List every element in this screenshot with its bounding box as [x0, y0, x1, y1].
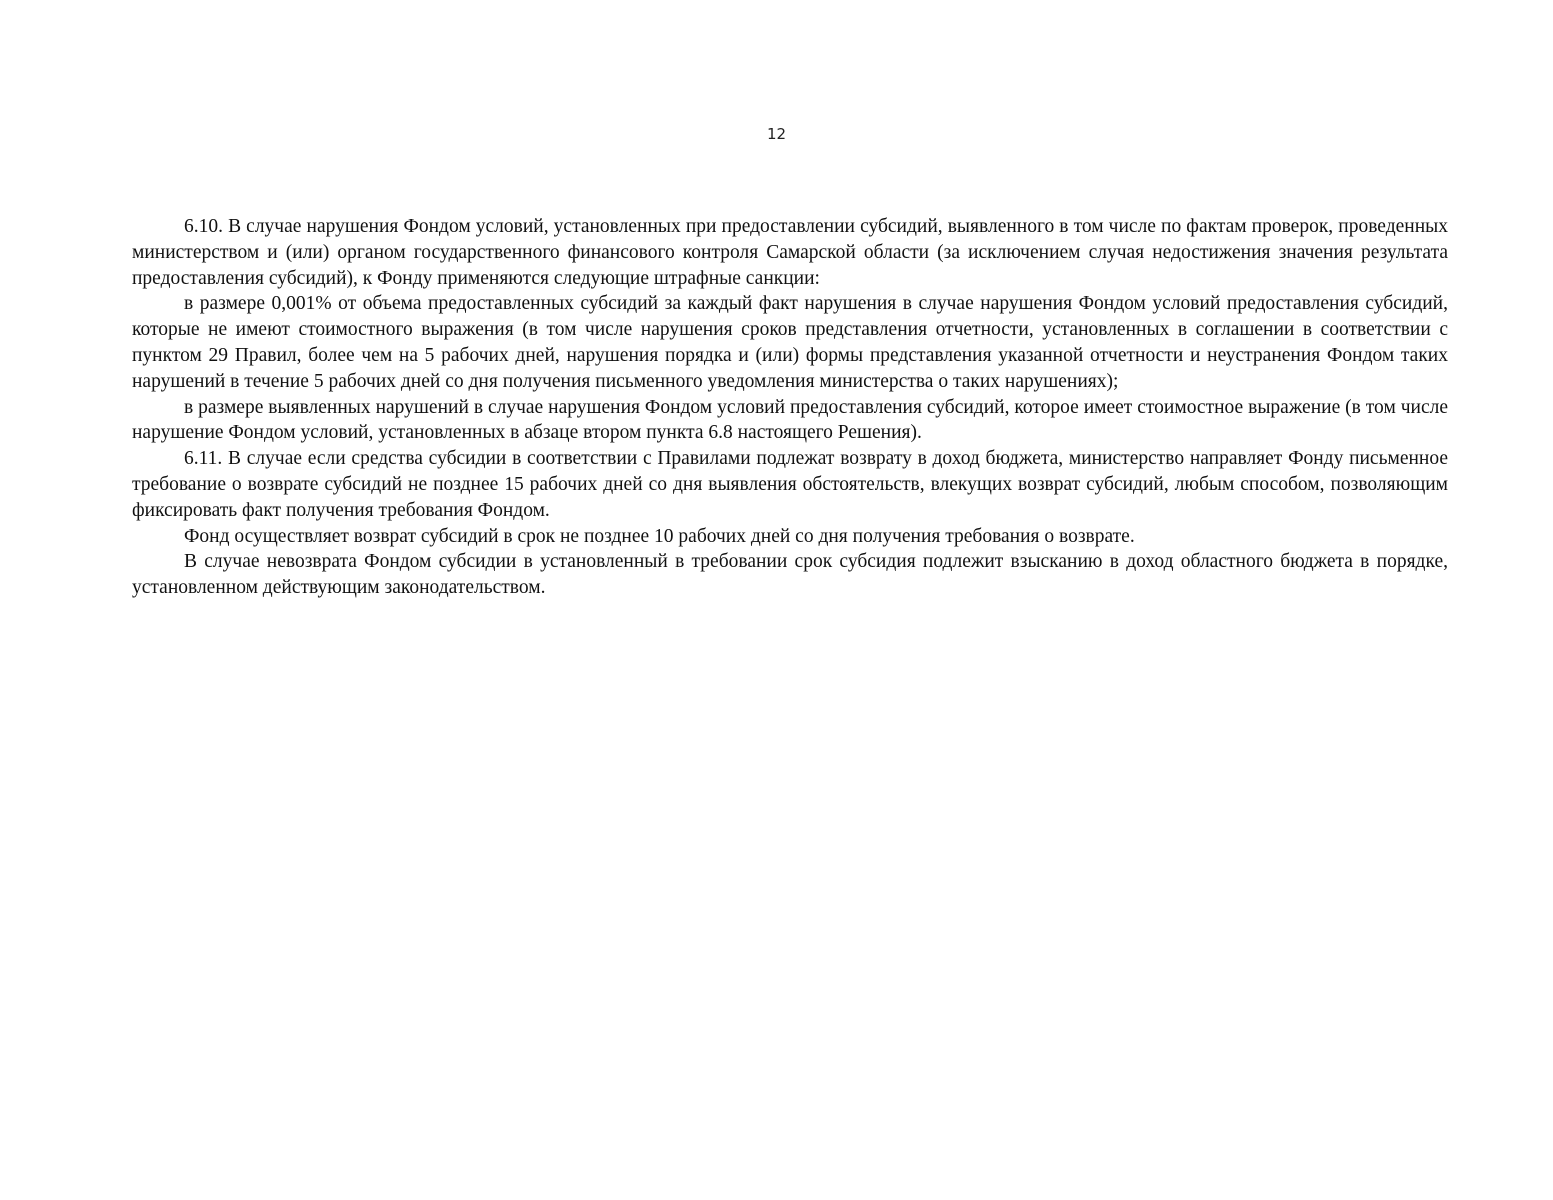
- paragraph-6-11: 6.11. В случае если средства субсидии в соответствии с Правилами подлежат возврату в доход бюджета, министерство направляет Фонду письменное требование о возврате субсидий не позднее 15 рабочих дней со дня выявления обстоятельств, влекущих возврат субсидий, любым способом, позволяющим фиксировать факт получения требования Фондом.: [132, 448, 1448, 521]
- paragraph-non-refund: В случае невозврата Фондом субсидии в установленный в требовании срок субсидия подлежит взысканию в доход областного бюджета в порядке, установленном действующим законодательством.: [132, 551, 1448, 599]
- paragraph-refund-term: Фонд осуществляет возврат субсидий в срок не позднее 10 рабочих дней со дня получения требования о возврате.: [184, 525, 1135, 547]
- paragraph-penalty-non-monetary: в размере 0,001% от объема предоставленных субсидий за каждый факт нарушения в случае нарушения Фондом условий предоставления субсидий, которые не имеют стоимостного выражения (в том числе нарушения сроков представления отчетности, установленных в соглашении в соответствии с пунктом 29 Правил, более чем на 5 рабочих дней, нарушения порядка и (или) формы представления указанной отчетности и неустранения Фондом таких нарушений в течение 5 рабочих дней со дня получения письменного уведомления министерства о таких нарушениях);: [132, 293, 1448, 392]
- paragraph-6-10: 6.10. В случае нарушения Фондом условий, установленных при предоставлении субсидий, выявленного в том числе по фактам проверок, проведенных министерством и (или) органом государственного финансового контроля Самарской области (за исключением случая недостижения значения результата предоставления субсидий), к Фонду применяются следующие штрафные санкции:: [132, 216, 1448, 289]
- paragraph-penalty-monetary: в размере выявленных нарушений в случае нарушения Фондом условий предоставления субсидий, которое имеет стоимостное выражение (в том числе нарушение Фондом условий, установленных в абзаце втором пункта 6.8 настоящего Решения).: [132, 396, 1448, 444]
- page-number: 12: [766, 125, 787, 143]
- document-body: [132, 214, 1448, 601]
